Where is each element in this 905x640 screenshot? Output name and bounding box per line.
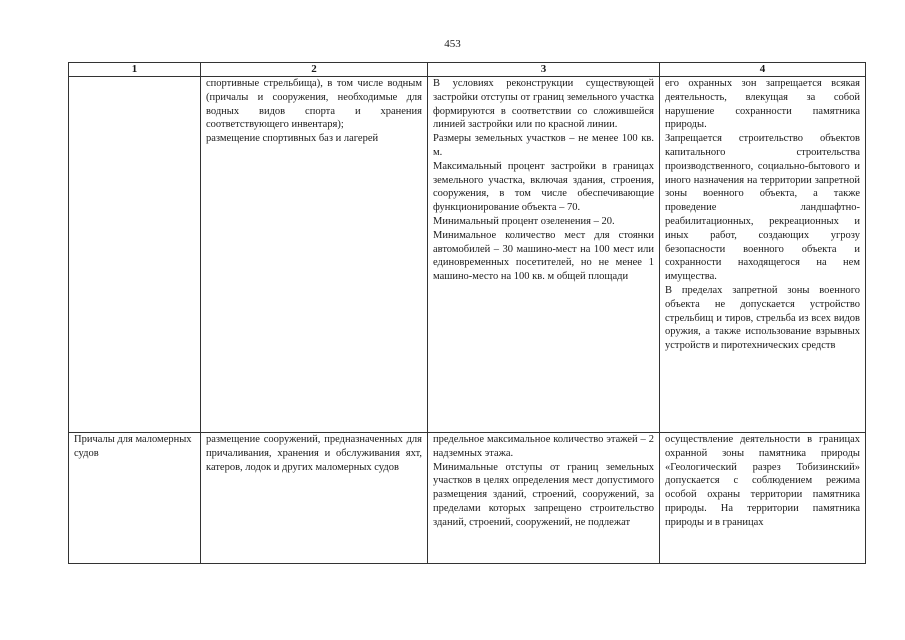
restrictions-cell	[660, 77, 866, 433]
paragraph: осуществление деятельности в границах охранной зоны памятника природы «Геологический разрез Тобизинский» допускается с соблюдением режима особой охраны территории памятника природы. На территории памятника природы и в границах	[665, 434, 860, 528]
page-number: 453	[444, 38, 461, 50]
paragraph: его охранных зон запрещается всякая деятельность, влекущая за собой нарушение сохранности памятника природы.	[665, 78, 860, 131]
paragraph: В условиях реконструкции существующей застройки отступы от границ земельного участка формируются в соответствии со сложившейся линией застройки или по красной линии.	[433, 78, 654, 131]
paragraph: Минимальное количество мест для стоянки автомобилей – 30 машино-мест на 100 мест или единовременных посетителей, но не менее 1 машино-место на 100 кв. м общей площади	[433, 229, 654, 283]
paragraph: размещение сооружений, предназначенных для причаливания, хранения и обслуживания яхт, катеров, лодок и других маломерных судов	[206, 434, 422, 473]
paragraph: В пределах запретной зоны военного объекта не допускается устройство стрельбищ и тиров, стрельба из всех видов оружия, а также использование взрывных устройств и пиротехнических средств	[665, 284, 860, 352]
paragraph: Запрещается строительство объектов капитального строительства производственного, социально-бытового и иного назначения на территории запретной зоны военного объекта, а также проведение ландшафтно-реабилитационных, рекреационных и иных работ, создающих угрозу безопасности военного объекта и сохранности находящегося на нем имущества.	[665, 133, 860, 283]
paragraph: Максимальный процент застройки в границах земельного участка, включая здания, строения, сооружения, в том числе обеспечивающие функционирование объекта – 70.	[433, 160, 654, 214]
zoning-regulations-table	[68, 62, 866, 564]
paragraph: Причалы для маломерных судов	[74, 434, 192, 459]
permitted-use-description-cell	[201, 433, 428, 564]
column-header-2: 2	[201, 63, 428, 77]
column-header-4: 4	[660, 63, 866, 77]
table-row	[69, 77, 866, 433]
paragraph: размещение спортивных баз и лагерей	[206, 133, 379, 145]
paragraph: Минимальные отступы от границ земельных участков в целях определения мест допустимого размещения зданий, строений, сооружений, за пределами которых запрещено строительство зданий, строений, сооружений, не подлежат	[433, 461, 654, 528]
parameters-cell	[428, 433, 660, 564]
paragraph: предельное максимальное количество этажей – 2 надземных этажа.	[433, 434, 654, 459]
table-row	[69, 433, 866, 564]
paragraph: спортивные стрельбища), в том числе водным (причалы и сооружения, необходимые для водных видов спорта и хранения соответствующего инвентаря);	[206, 78, 422, 131]
land-use-type-cell	[69, 77, 201, 433]
column-header-1: 1	[69, 63, 201, 77]
paragraph: Размеры земельных участков – не менее 100 кв. м.	[433, 133, 654, 158]
restrictions-cell	[660, 433, 866, 564]
parameters-cell	[428, 77, 660, 433]
permitted-use-description-cell	[201, 77, 428, 433]
land-use-type-cell	[69, 433, 201, 564]
table-header-row	[69, 63, 866, 77]
column-header-3: 3	[428, 63, 660, 77]
paragraph: Минимальный процент озеленения – 20.	[433, 215, 615, 227]
